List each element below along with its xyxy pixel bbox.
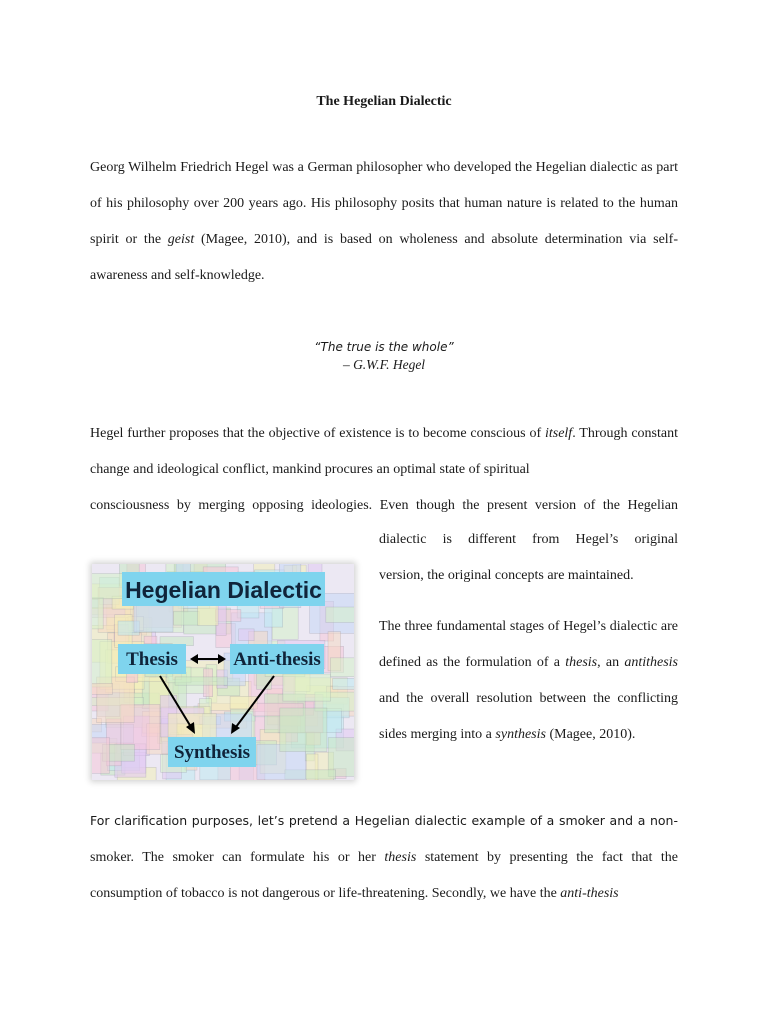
mosaic-tile xyxy=(134,602,173,632)
text-run: , an xyxy=(597,655,625,670)
text-run: dialectic is different from Hegel’s original xyxy=(379,532,678,547)
emphasis-synthesis: synthesis xyxy=(495,727,546,742)
mosaic-tile xyxy=(92,640,112,688)
hegel-quote xyxy=(0,338,768,374)
emphasis-anti-thesis: anti-thesis xyxy=(560,886,619,901)
mosaic-tile xyxy=(92,597,103,629)
emphasis-itself: itself xyxy=(544,426,573,441)
mosaic-tile xyxy=(333,678,354,689)
quote-text: “The true is the whole” xyxy=(314,340,454,354)
mosaic-tile xyxy=(92,738,110,774)
antithesis-label: Anti-thesis xyxy=(233,649,321,670)
text-run: . Through constant change and ideological conflict, mankind procures an optimal state of spiritual xyxy=(90,426,678,477)
mosaic-tile xyxy=(280,708,327,752)
synthesis-label: Synthesis xyxy=(173,742,251,763)
paragraph-stages xyxy=(379,609,678,753)
quote-author: – G.W.F. Hegel xyxy=(342,357,426,372)
mosaic-tile xyxy=(283,674,331,701)
text-run: Georg Wilhelm Friedrich Hegel was a German philosopher who developed the Hegelian dialectic as part of his philosophy over 200 years ago. His philosophy posits that human nature is related to the human spirit or the xyxy=(90,160,678,247)
document-title: The Hegelian Dialectic xyxy=(316,94,452,109)
thesis-label: Thesis xyxy=(126,649,178,670)
text-run: version, the original concepts are maintained. xyxy=(379,568,634,583)
emphasis-thesis: thesis xyxy=(384,850,417,865)
paragraph-objective xyxy=(90,416,678,488)
paragraph-example xyxy=(90,803,678,912)
emphasis-antithesis: antithesis xyxy=(624,655,678,670)
figure-title: Hegelian Dialectic xyxy=(125,577,322,603)
text-run: The three fundamental stages of Hegel’s dialectic are defined as the formulation of a xyxy=(379,619,678,670)
mosaic-tile xyxy=(330,658,354,677)
mosaic-tile xyxy=(239,629,254,641)
text-run: statement by presenting the fact that the consumption of tobacco is not dangerous or life-threatening. Secondly, we have the xyxy=(90,850,678,901)
mosaic-tile xyxy=(326,607,354,623)
paragraph-objective-line3: consciousness by merging opposing ideologies. Even though the present version of the Hegelian xyxy=(90,498,678,513)
text-run: (Magee, 2010), and is based on wholeness and absolute determination via self-awareness and self-knowledge. xyxy=(90,232,678,283)
text-run: smoker. The smoker can formulate his or her xyxy=(90,850,385,865)
mosaic-tile xyxy=(174,611,199,625)
text-run: (Magee, 2010). xyxy=(545,727,636,742)
mosaic-tile xyxy=(175,677,227,685)
text-run: and the overall resolution between the conflicting sides merging into a xyxy=(379,691,678,742)
figure-canvas xyxy=(92,564,354,780)
paragraph-objective-wrap xyxy=(379,522,678,594)
text-run: Hegel further proposes that the objective of existence is to become conscious of xyxy=(90,426,545,441)
hegelian-dialectic-figure xyxy=(92,564,354,780)
paragraph-intro xyxy=(90,150,678,294)
emphasis-thesis: thesis xyxy=(565,655,598,670)
text-run: For clarification purposes, let’s pretend a Hegelian dialectic example of a smoker and a non- xyxy=(90,813,678,828)
mosaic-tile xyxy=(92,683,113,694)
emphasis-geist: geist xyxy=(167,232,195,247)
